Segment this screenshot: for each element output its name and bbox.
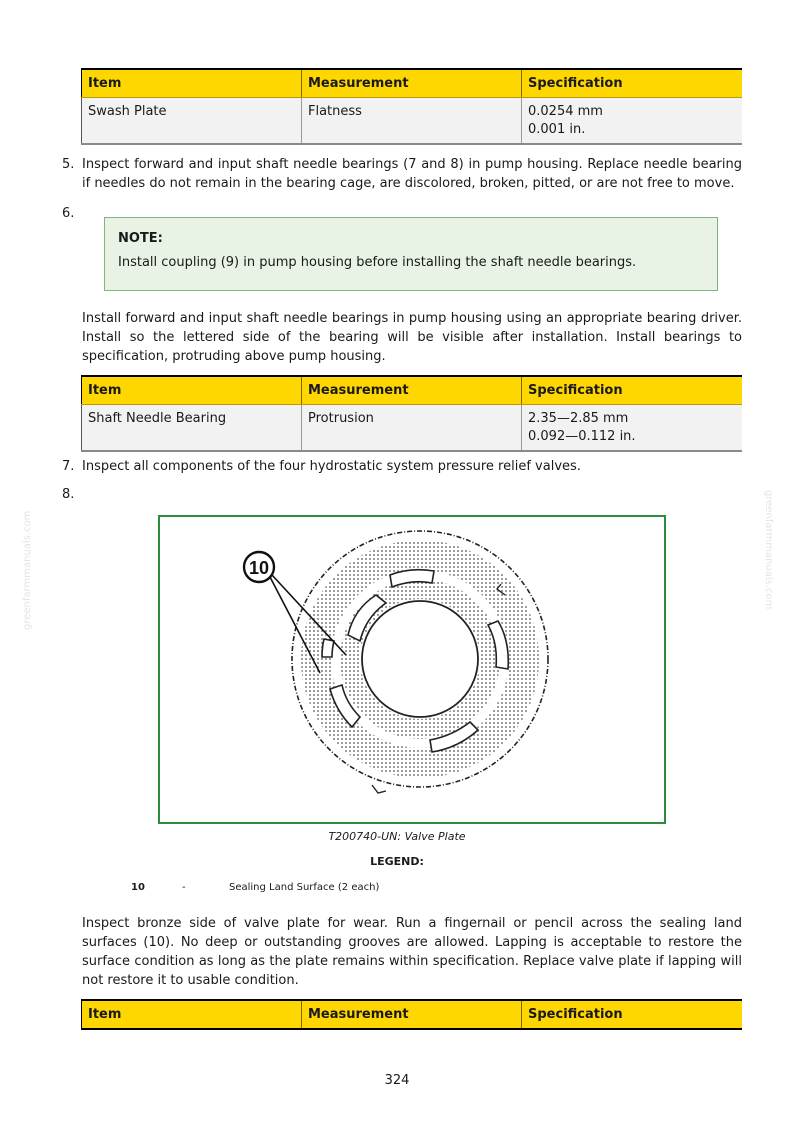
header-specification: Specification xyxy=(522,69,742,98)
spec-metric: 0.0254 mm xyxy=(528,104,603,119)
callout-label: 10 xyxy=(248,558,270,578)
step-8-instructions: Inspect bronze side of valve plate for wear. Run a fingernail or pencil across the sealing land surfaces (10). No deep or outstanding grooves are allowed. Lapping is acceptable to restore the surface condition as long as the plate remains within specification. Replace valve plate if lapping will not restore it to usable condition. xyxy=(82,916,742,988)
table-header-row xyxy=(82,1000,742,1029)
cell-measurement: Flatness xyxy=(302,98,522,145)
note-box xyxy=(104,217,718,291)
cell-specification xyxy=(522,98,742,145)
step-text: Inspect forward and input shaft needle bearings (7 and 8) in pump housing. Replace needle bearing if needles do not remain in the bearing cage, are discolored, broken, pitted, or are not free to move. xyxy=(82,157,742,191)
swash-plate-spec-table xyxy=(81,68,742,145)
legend-title: LEGEND: xyxy=(370,855,424,868)
valve-plate-illustration xyxy=(160,517,664,822)
spec-imperial: 0.092—0.112 in. xyxy=(528,429,636,444)
shaft-bearing-spec-table xyxy=(81,375,742,452)
valve-plate-spec-table xyxy=(81,999,742,1030)
header-item: Item xyxy=(82,1000,302,1029)
legend-description: Sealing Land Surface (2 each) xyxy=(229,882,380,893)
header-measurement: Measurement xyxy=(302,69,522,98)
watermark-right: greenfarmmanuals.com xyxy=(763,490,774,610)
cell-item: Shaft Needle Bearing xyxy=(82,405,302,452)
cell-specification xyxy=(522,405,742,452)
step-number: 6. xyxy=(62,206,75,221)
table-header-row xyxy=(82,69,742,98)
page-number: 324 xyxy=(384,1073,410,1088)
header-measurement: Measurement xyxy=(302,1000,522,1029)
note-body: Install coupling (9) in pump housing before installing the shaft needle bearings. xyxy=(118,255,637,270)
step-number: 5. xyxy=(62,157,75,172)
legend-number: 10 xyxy=(131,882,145,893)
spec-imperial: 0.001 in. xyxy=(528,122,586,137)
header-item: Item xyxy=(82,69,302,98)
figure-caption: T200740-UN: Valve Plate xyxy=(328,830,466,843)
header-measurement: Measurement xyxy=(302,376,522,405)
header-specification: Specification xyxy=(522,376,742,405)
cell-measurement: Protrusion xyxy=(302,405,522,452)
header-item: Item xyxy=(82,376,302,405)
table-row xyxy=(82,405,742,452)
table-header-row xyxy=(82,376,742,405)
step-number: 8. xyxy=(62,487,75,502)
center-bore xyxy=(362,601,478,717)
port-left-small xyxy=(322,639,334,657)
step-text: Inspect all components of the four hydrostatic system pressure relief valves. xyxy=(82,459,581,474)
cell-item: Swash Plate xyxy=(82,98,302,145)
step-6-instructions: Install forward and input shaft needle bearings in pump housing using an appropriate bearing driver. Install so the lettered side of the bearing will be visible after installation. Install bearings to specification, protruding above pump housing. xyxy=(82,311,742,364)
step-number: 7. xyxy=(62,459,75,474)
note-title: NOTE: xyxy=(118,231,163,246)
legend-dash: - xyxy=(182,882,186,893)
spec-metric: 2.35—2.85 mm xyxy=(528,411,629,426)
header-specification: Specification xyxy=(522,1000,742,1029)
table-row xyxy=(82,98,742,145)
watermark-left: greenfarmmanuals.com xyxy=(22,510,33,630)
valve-plate-figure xyxy=(158,515,666,824)
